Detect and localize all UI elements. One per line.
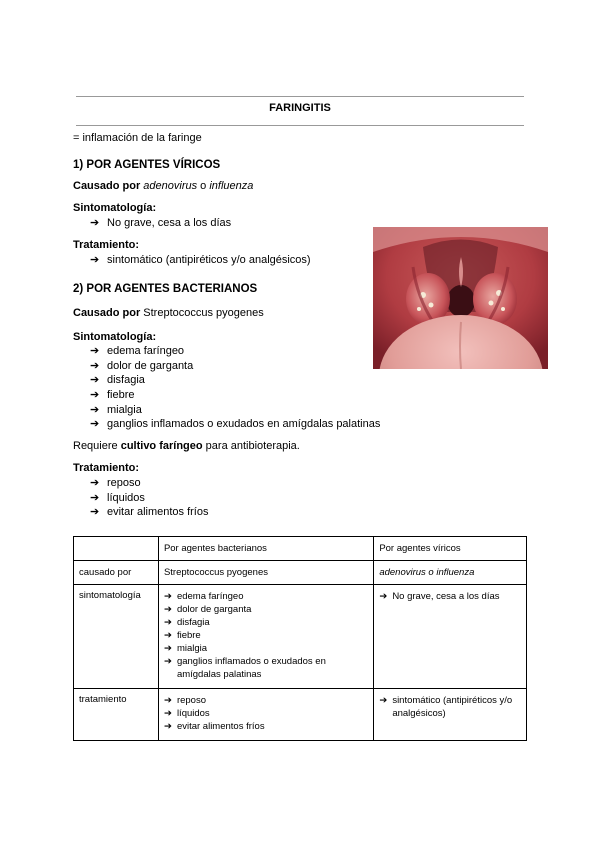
list-item <box>90 417 380 432</box>
viral-heading: 1) POR AGENTES VÍRICOS <box>73 159 221 171</box>
table-header-cell: Por agentes víricos <box>374 537 527 561</box>
symptom-text: edema faríngeo <box>107 345 185 357</box>
cell-text: dolor de garganta <box>176 604 252 615</box>
bacterial-heading: 2) POR AGENTES BACTERIANOS <box>73 283 258 295</box>
list-item <box>90 388 380 403</box>
viral-treatment-label: Tratamiento: <box>73 239 140 251</box>
arrow-icon: ➔ <box>90 389 100 402</box>
list-item <box>164 629 368 642</box>
arrow-icon: ➔ <box>163 591 172 602</box>
cell-text: líquidos <box>176 708 210 719</box>
summary-table <box>73 536 527 741</box>
viral-caused-label: Causado por <box>73 180 141 192</box>
cell-viral-caused: adenovirus o influenza <box>374 561 527 585</box>
viral-agent-influenza: influenza <box>209 180 254 192</box>
cell-text: edema faríngeo <box>176 591 244 602</box>
list-item <box>164 668 368 681</box>
symptom-text: dolor de garganta <box>107 359 194 372</box>
cell-viral-treatment <box>374 689 527 741</box>
bacterial-treatment-list <box>90 476 208 520</box>
arrow-icon: ➔ <box>163 617 172 628</box>
list-item <box>164 655 368 668</box>
arrow-icon: ➔ <box>379 695 388 706</box>
cell-bacterial-symptoms <box>158 585 373 689</box>
list-item <box>90 253 311 268</box>
arrow-icon: ➔ <box>163 643 172 654</box>
list-item <box>379 694 521 707</box>
bacterial-caused <box>73 307 264 319</box>
cell-text: disfagia <box>176 617 210 628</box>
bacterial-symptoms-list <box>90 344 380 432</box>
arrow-icon: ➔ <box>90 345 100 357</box>
arrow-icon: ➔ <box>90 359 100 372</box>
arrow-icon: ➔ <box>90 477 100 489</box>
arrow-icon: ➔ <box>163 604 172 615</box>
list-item <box>90 403 380 418</box>
cell-text: No grave, cesa a los días <box>392 591 500 602</box>
title-rule <box>76 125 524 126</box>
cell-text: analgésicos) <box>392 708 446 719</box>
list-item <box>379 707 521 720</box>
arrow-icon: ➔ <box>379 591 388 602</box>
table-symptom-list <box>164 590 368 681</box>
arrow-icon: ➔ <box>90 403 100 416</box>
table-header-cell: Por agentes bacterianos <box>158 537 373 561</box>
list-item <box>90 359 380 374</box>
list-item <box>90 344 380 359</box>
requires-bold: cultivo faríngeo <box>120 440 203 452</box>
arrow-icon: ➔ <box>163 695 172 706</box>
arrow-icon: ➔ <box>90 374 100 387</box>
treatment-text: reposo <box>107 477 141 489</box>
viral-caused <box>73 180 253 192</box>
list-item <box>164 642 368 655</box>
arrow-icon: ➔ <box>90 491 100 504</box>
requires-pre: Requiere <box>73 440 121 452</box>
symptom-text: fiebre <box>107 389 135 402</box>
throat-illustration <box>373 227 548 369</box>
requires-post: para antibioterapia. <box>202 440 300 452</box>
list-item <box>90 216 231 231</box>
list-item <box>90 373 380 388</box>
treatment-text: evitar alimentos fríos <box>107 506 209 519</box>
requires-culture <box>73 440 300 452</box>
table-row <box>74 689 527 741</box>
treatment-text: líquidos <box>107 491 145 504</box>
cell-viral-symptoms <box>374 585 527 689</box>
list-item <box>90 476 208 491</box>
arrow-icon: ➔ <box>90 254 100 266</box>
arrow-icon: ➔ <box>90 217 100 229</box>
cell-text: sintomático (antipiréticos y/o <box>392 695 513 706</box>
symptom-text: ganglios inflamados o exudados en amígdalas palatinas <box>107 418 381 431</box>
list-item <box>164 707 368 720</box>
row-label-symptoms: sintomatología <box>74 585 159 689</box>
throat-photo <box>373 227 548 369</box>
bacterial-caused-label: Causado por <box>73 307 141 319</box>
table-row <box>74 585 527 689</box>
table-viral-treatment-list <box>379 694 521 720</box>
list-item <box>164 694 368 707</box>
list-item <box>379 590 521 603</box>
viral-treatment-list <box>90 253 311 268</box>
list-item <box>164 720 368 733</box>
list-item <box>164 603 368 616</box>
viral-caused-or: o <box>197 180 210 192</box>
table-viral-symptom-list <box>379 590 521 603</box>
list-item <box>164 616 368 629</box>
arrow-icon: ➔ <box>90 418 100 431</box>
cell-text: mialgia <box>176 643 208 654</box>
list-item <box>90 505 208 520</box>
viral-agent-adenovirus: adenovirus <box>143 180 198 192</box>
viral-symptoms-label: Sintomatología: <box>73 202 157 214</box>
bacterial-symptoms-label: Sintomatología: <box>73 331 157 343</box>
page-title: FARINGITIS <box>269 102 331 114</box>
cell-text: reposo <box>176 695 206 706</box>
viral-treatment-text: sintomático (antipiréticos y/o analgésicos) <box>107 254 311 266</box>
list-item <box>90 491 208 506</box>
list-item <box>164 590 368 603</box>
cell-bacterial-caused: Streptococcus pyogenes <box>158 561 373 585</box>
symptom-text: disfagia <box>107 374 145 387</box>
cell-text: fiebre <box>176 630 201 641</box>
arrow-icon: ➔ <box>163 656 172 667</box>
cell-text: ganglios inflamados o exudados en <box>176 656 326 667</box>
top-rule <box>76 96 524 97</box>
bacterial-treatment-label: Tratamiento: <box>73 462 140 474</box>
viral-symptoms-list <box>90 216 231 231</box>
cell-text: amígdalas palatinas <box>176 669 262 680</box>
arrow-icon: ➔ <box>163 708 172 719</box>
bacterial-agent: Streptococcus pyogenes <box>140 307 264 319</box>
table-header-row <box>74 537 527 561</box>
table-treatment-list <box>164 694 368 733</box>
table-header-cell <box>74 537 159 561</box>
arrow-icon: ➔ <box>163 721 172 732</box>
definition: = inflamación de la faringe <box>73 132 202 144</box>
cell-text: evitar alimentos fríos <box>176 721 265 732</box>
arrow-icon: ➔ <box>90 506 100 519</box>
table-row <box>74 561 527 585</box>
row-label-caused: causado por <box>74 561 159 585</box>
cell-bacterial-treatment <box>158 689 373 741</box>
viral-symptom-text: No grave, cesa a los días <box>107 217 232 229</box>
arrow-icon: ➔ <box>163 630 172 641</box>
symptom-text: mialgia <box>107 403 142 416</box>
row-label-treatment: tratamiento <box>74 689 159 741</box>
